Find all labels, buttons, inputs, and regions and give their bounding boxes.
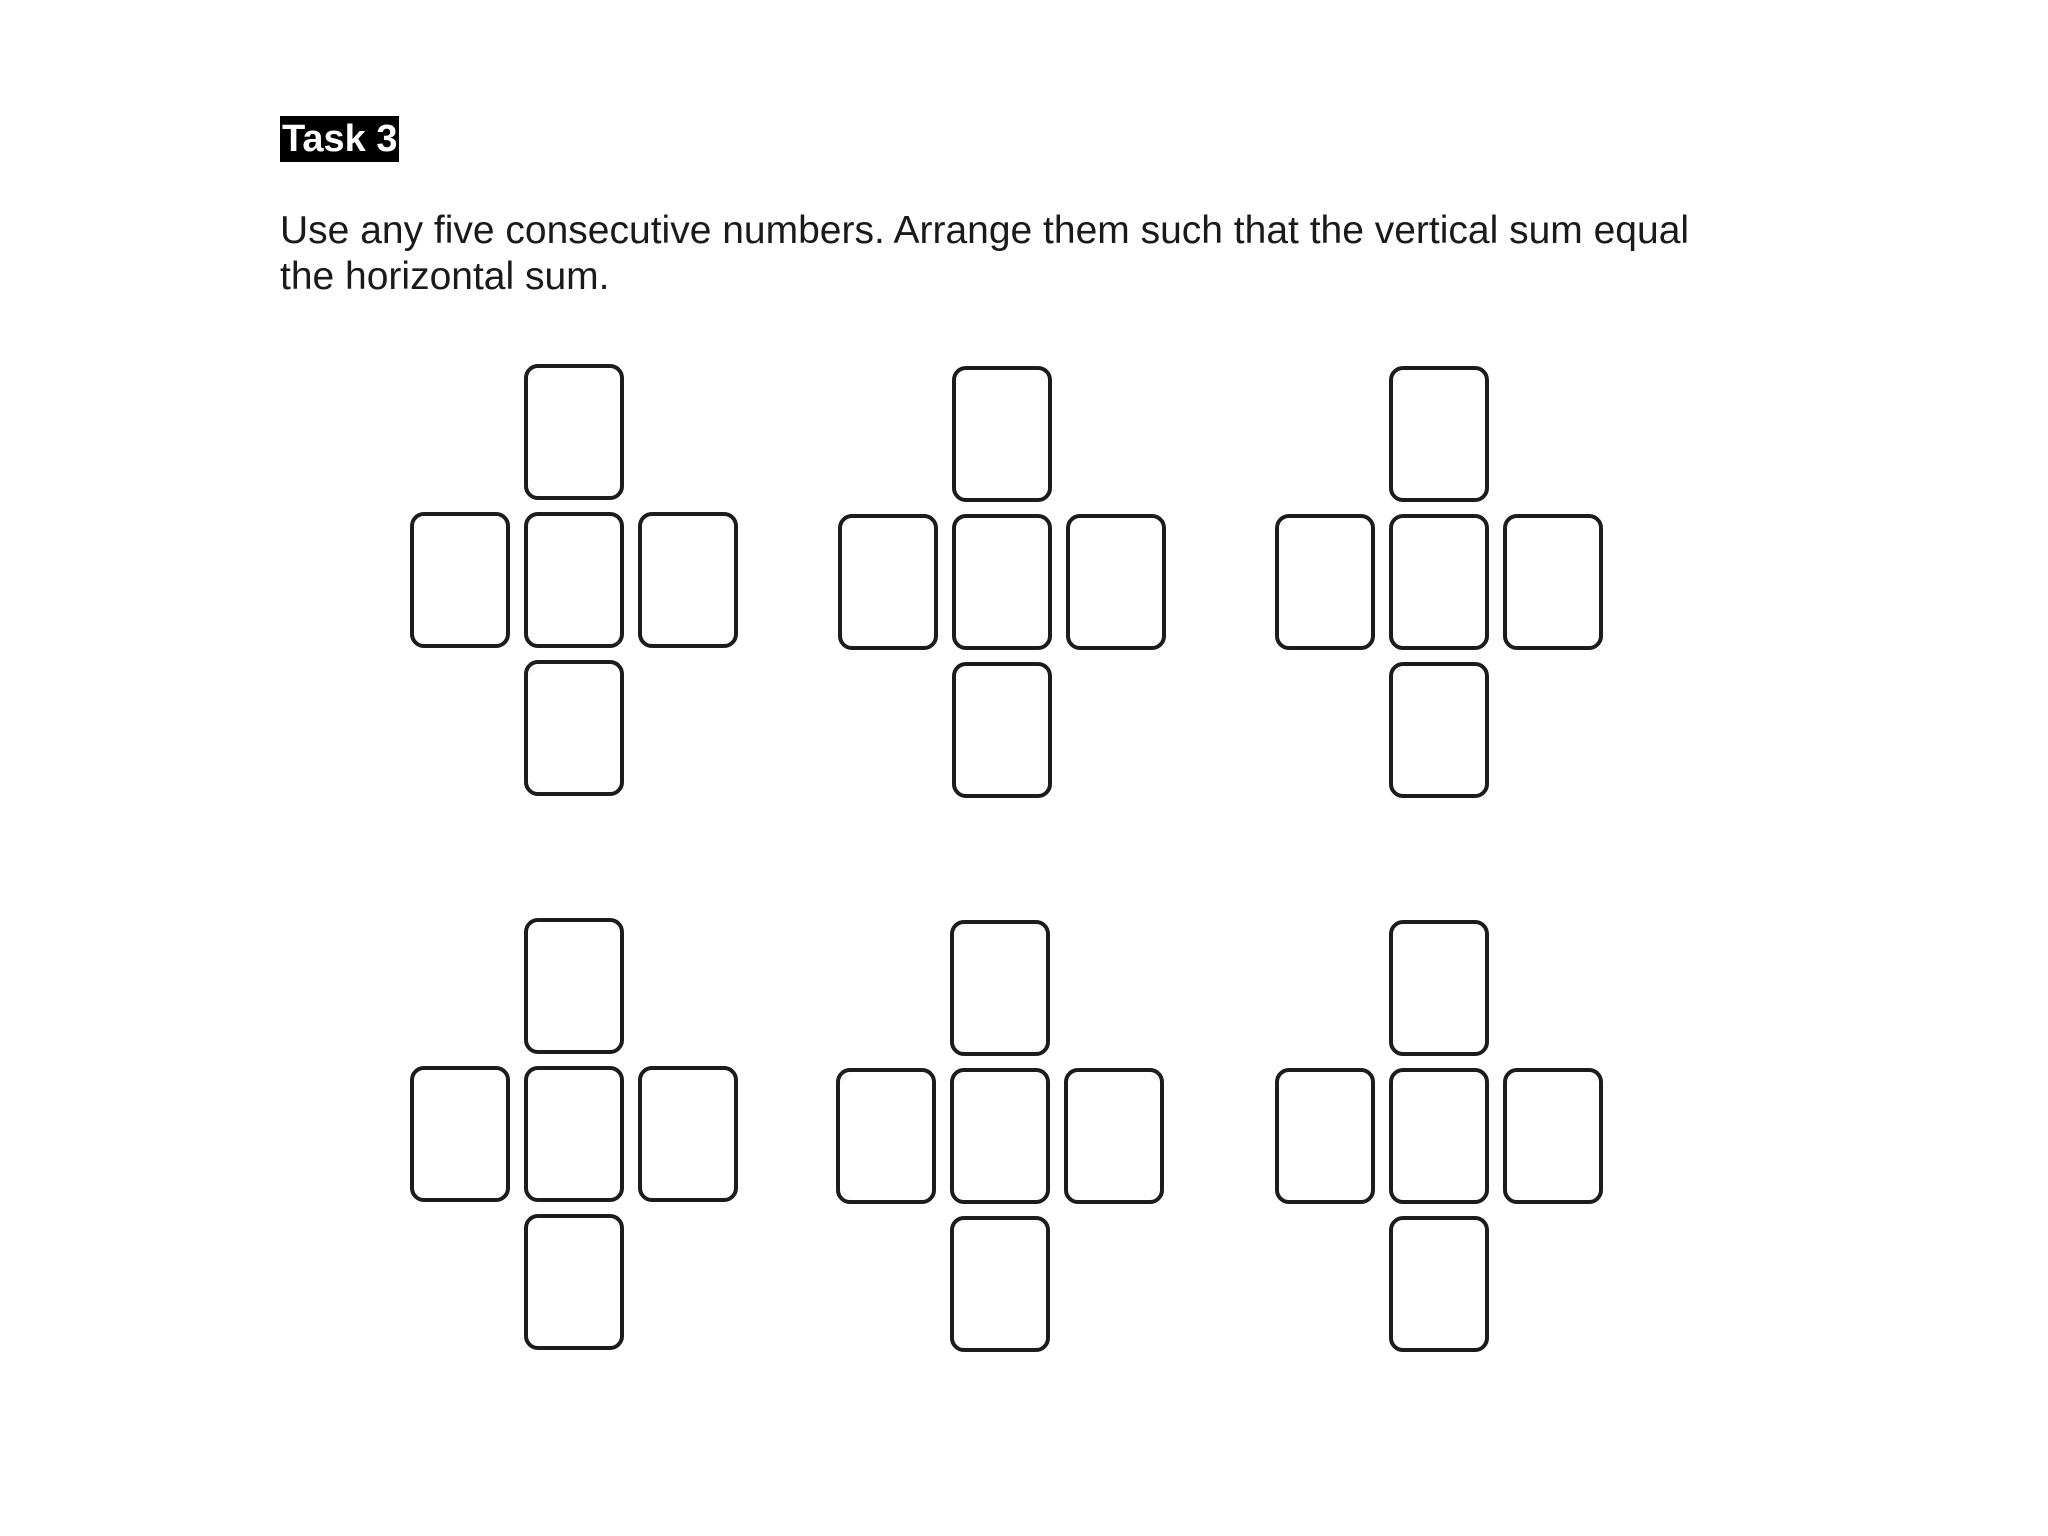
cell-top[interactable] xyxy=(524,364,624,500)
instructions-line-1: Use any five consecutive numbers. Arrange them such that the vertical sum equal xyxy=(280,209,1690,252)
cell-right[interactable] xyxy=(1066,514,1166,650)
cell-center[interactable] xyxy=(524,512,624,648)
cross-puzzle-3 xyxy=(1275,366,1611,800)
cell-center[interactable] xyxy=(1389,514,1489,650)
cell-bottom[interactable] xyxy=(1389,1216,1489,1352)
cell-top[interactable] xyxy=(950,920,1050,1056)
cell-left[interactable] xyxy=(1275,514,1375,650)
cell-top[interactable] xyxy=(1389,366,1489,502)
cell-right[interactable] xyxy=(1503,514,1603,650)
cell-right[interactable] xyxy=(1503,1068,1603,1204)
task-instructions xyxy=(280,208,1760,300)
cell-center[interactable] xyxy=(1389,1068,1489,1204)
cell-top[interactable] xyxy=(524,918,624,1054)
cross-puzzle-5 xyxy=(836,920,1172,1354)
cell-right[interactable] xyxy=(638,512,738,648)
cell-left[interactable] xyxy=(410,1066,510,1202)
cell-center[interactable] xyxy=(950,1068,1050,1204)
cell-right[interactable] xyxy=(1064,1068,1164,1204)
cross-puzzle-2 xyxy=(838,366,1174,800)
cross-puzzle-6 xyxy=(1275,920,1611,1354)
task-heading: Task 3 xyxy=(282,118,398,160)
cell-bottom[interactable] xyxy=(524,1214,624,1350)
cell-right[interactable] xyxy=(638,1066,738,1202)
cell-top[interactable] xyxy=(952,366,1052,502)
cell-left[interactable] xyxy=(1275,1068,1375,1204)
cell-bottom[interactable] xyxy=(524,660,624,796)
cell-left[interactable] xyxy=(836,1068,936,1204)
cell-bottom[interactable] xyxy=(952,662,1052,798)
cross-puzzle-4 xyxy=(410,918,746,1352)
cell-top[interactable] xyxy=(1389,920,1489,1056)
cell-center[interactable] xyxy=(952,514,1052,650)
instructions-line-2: the horizontal sum. xyxy=(280,255,610,298)
cell-left[interactable] xyxy=(410,512,510,648)
cell-left[interactable] xyxy=(838,514,938,650)
cell-center[interactable] xyxy=(524,1066,624,1202)
cell-bottom[interactable] xyxy=(950,1216,1050,1352)
cross-puzzle-1 xyxy=(410,364,746,798)
cell-bottom[interactable] xyxy=(1389,662,1489,798)
